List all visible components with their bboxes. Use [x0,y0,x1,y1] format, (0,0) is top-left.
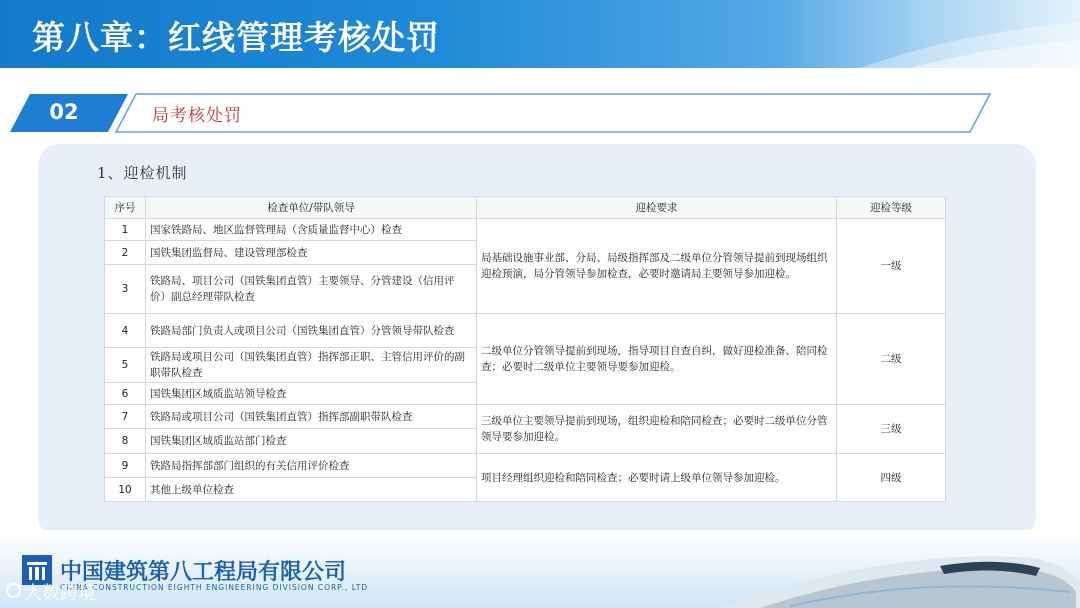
row-no: 1 [105,219,146,241]
table-row [105,219,946,241]
requirement-cell: 二级单位分管领导提前到现场，指导项目自查自纠，做好迎检准备、陪同检查；必要时二级单位主要领导要参加迎检。 [477,314,837,405]
company-name: 中国建筑第八工程局有限公司 [60,560,347,585]
requirement-cell: 局基础设施事业部、分局、局级指挥部及二级单位分管领导提前到现场组织迎检预演，局分管领导参加检查，必要时邀请局主要领导参加迎检。 [477,219,837,314]
level-cell: 一级 [837,219,946,314]
table-row [105,314,946,348]
requirement-cell: 项目经理组织迎检和陪同检查；必要时请上级单位领导参加迎检。 [477,454,837,502]
row-unit: 铁路局、项目公司（国铁集团直管）主要领导、分管建设（信用评价）副总经理带队检查 [146,265,477,314]
level-cell: 二级 [837,314,946,405]
requirement-cell: 三级单位主要领导提前到现场，组织迎检和陪同检查；必要时二级单位分管领导要参加迎检。 [477,405,837,454]
row-unit: 铁路局或项目公司（国铁集团直管）指挥部副职带队检查 [146,405,477,429]
row-unit: 国铁集团区域质监站部门检查 [146,429,477,454]
row-unit: 其他上级单位检查 [146,478,477,502]
row-no: 7 [105,405,146,429]
watermark-icon [6,583,21,598]
section-title: 局考核处罚 [152,106,242,126]
row-unit: 铁路局指挥部部门组织的有关信用评价检查 [146,454,477,478]
row-no: 2 [105,241,146,265]
header-requirement: 迎检要求 [477,197,837,219]
train-illustration [700,540,1080,608]
row-no: 9 [105,454,146,478]
row-no: 5 [105,348,146,383]
level-cell: 四级 [837,454,946,502]
row-no: 3 [105,265,146,314]
watermark-text: 大数跨境 [24,583,96,604]
header-no: 序号 [105,197,146,219]
row-no: 8 [105,429,146,454]
row-no: 4 [105,314,146,348]
page-title: 第八章：红线管理考核处罚 [32,18,440,57]
company-name-en: CHINA CONSTRUCTION EIGHTH ENGINEERING DIVISION CORP., LTD [60,583,369,592]
header-swoosh-decoration [820,0,1080,68]
row-unit: 国铁集团监督局、建设管理部检查 [146,241,477,265]
row-unit: 铁路局部门负责人或项目公司（国铁集团直管）分管领导带队检查 [146,314,477,348]
header-bar [0,0,1080,68]
level-cell: 三级 [837,405,946,454]
header-level: 迎检等级 [837,197,946,219]
row-unit: 国铁集团区域质监站领导检查 [146,383,477,405]
row-unit: 国家铁路局、地区监督管理局（含质量监督中心）检查 [146,219,477,241]
section-banner [0,92,1000,134]
header-unit: 检查单位/带队领导 [146,197,477,219]
table-row [105,454,946,478]
row-no: 6 [105,383,146,405]
row-unit: 铁路局或项目公司（国铁集团直管）指挥部正职、主管信用评价的副职带队检查 [146,348,477,383]
table-header-row [105,197,946,219]
row-no: 10 [105,478,146,502]
subtitle: 1、迎检机制 [97,164,188,182]
table-row [105,405,946,429]
inspection-table [104,196,946,502]
section-number: 02 [49,100,79,124]
